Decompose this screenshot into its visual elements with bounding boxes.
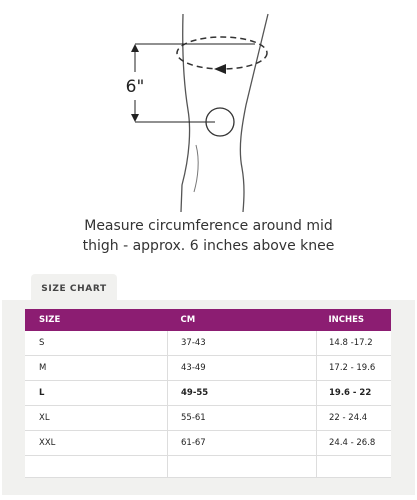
- row-inches: 17.2 - 19.6: [317, 356, 392, 381]
- header-cm: CM: [168, 309, 317, 331]
- row-cm: [168, 456, 317, 478]
- caption-line-2: thigh - approx. 6 inches above knee: [82, 238, 335, 254]
- row-cm: 55-61: [168, 406, 317, 431]
- row-inches: 19.6 - 22: [317, 381, 392, 406]
- header-inches: INCHES: [317, 309, 392, 331]
- measure-arrow-down-icon: [131, 114, 139, 122]
- table-row: [25, 381, 391, 406]
- table-row: [25, 406, 391, 431]
- table-row: [25, 456, 391, 478]
- row-inches: [317, 456, 392, 478]
- measure-label: 6": [125, 77, 145, 97]
- row-size: M: [25, 356, 168, 381]
- knee-measurement-diagram: [0, 0, 417, 215]
- row-inches: 24.4 - 26.8: [317, 431, 392, 456]
- header-size: SIZE: [25, 309, 168, 331]
- thigh-circumference-ellipse: [177, 37, 267, 69]
- row-size: XXL: [25, 431, 168, 456]
- row-cm: 37-43: [168, 331, 317, 356]
- circumference-arrow-icon: [214, 64, 226, 74]
- row-cm: 49-55: [168, 381, 317, 406]
- table-row: [25, 331, 391, 356]
- row-size: S: [25, 331, 168, 356]
- kneecap-curve: [194, 145, 198, 192]
- row-inches: 14.8 -17.2: [317, 331, 392, 356]
- table-header-row: [25, 309, 391, 331]
- table-row: [25, 431, 391, 456]
- table-row: [25, 356, 391, 381]
- measurement-instructions: [0, 216, 417, 256]
- row-cm: 61-67: [168, 431, 317, 456]
- size-table-container: [25, 309, 391, 478]
- size-chart-tab[interactable]: SIZE CHART: [31, 274, 117, 302]
- size-table: [25, 309, 391, 478]
- row-inches: 22 - 24.4: [317, 406, 392, 431]
- row-cm: 43-49: [168, 356, 317, 381]
- row-size: L: [25, 381, 168, 406]
- measure-arrow-up-icon: [131, 44, 139, 52]
- row-size: XL: [25, 406, 168, 431]
- caption-line-1: Measure circumference around mid: [84, 218, 333, 234]
- row-size: [25, 456, 168, 478]
